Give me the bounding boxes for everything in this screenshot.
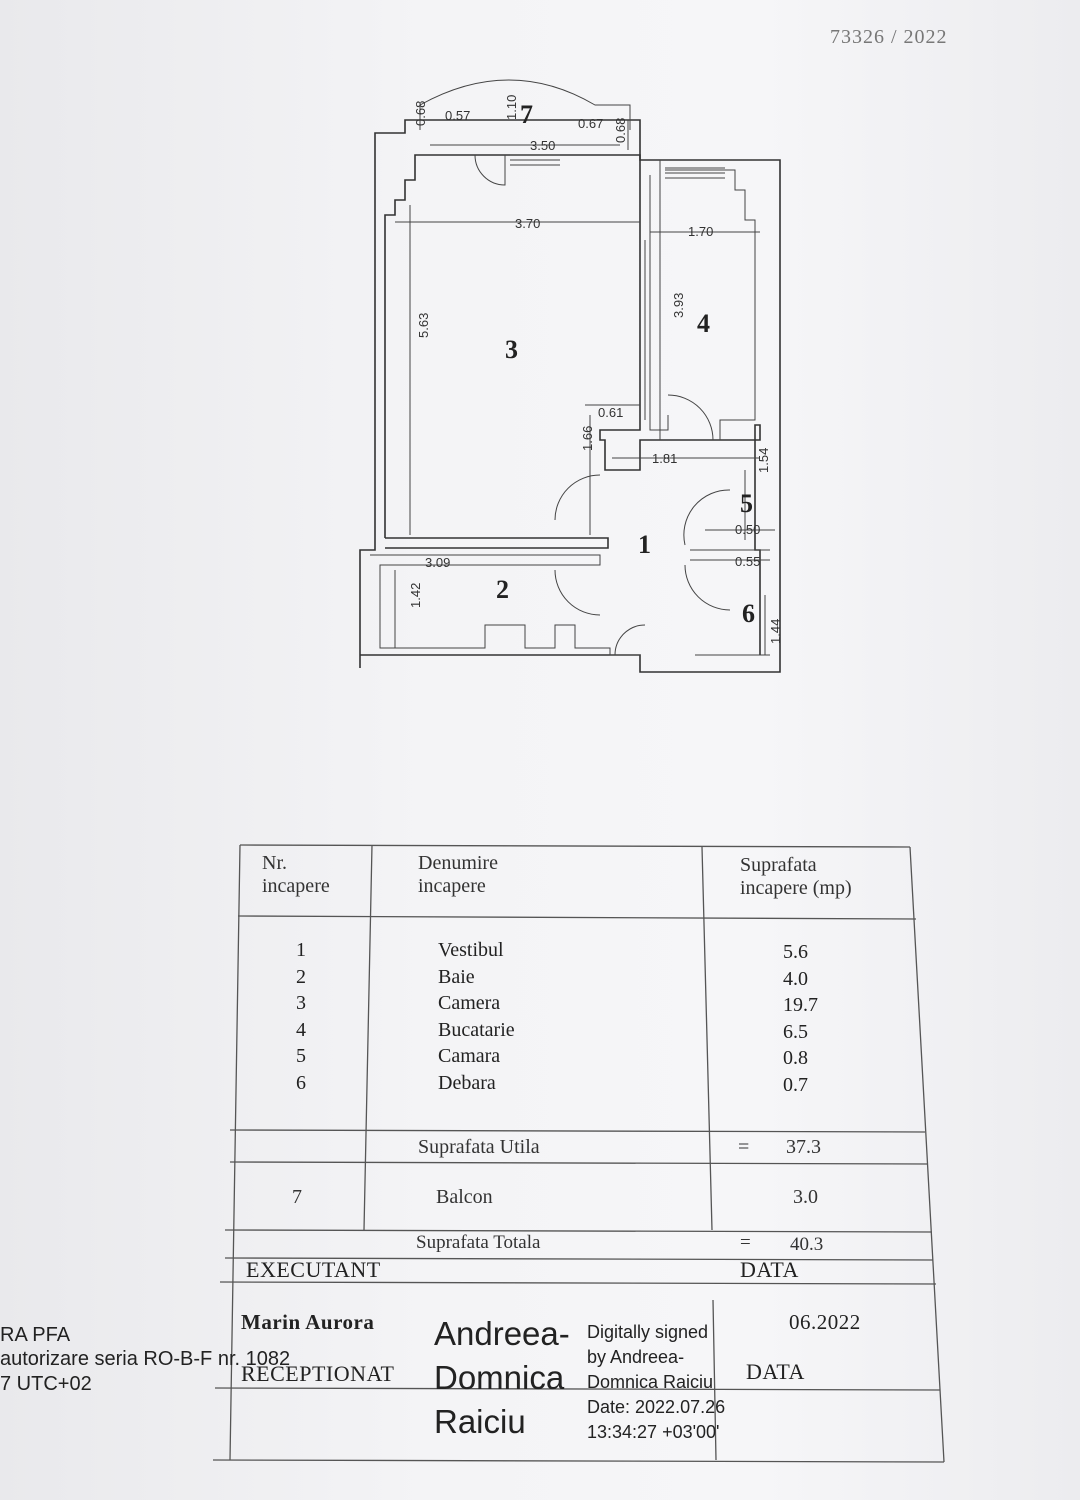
useful-area-label: Suprafata Utila [418,1136,540,1158]
dimension-label: 1.66 [580,425,595,451]
dimension-label: 0.50 [735,522,761,537]
row-name: Bucatarie [438,1018,515,1041]
room-number: 2 [496,575,509,604]
dimension-label: 3.09 [425,555,451,570]
room-number: 7 [520,100,533,129]
left-fragment-2: autorizare seria RO-B-F nr. 1082 [0,1348,291,1370]
row-area: 4.0 [783,967,808,990]
dimension-label: 1.70 [688,224,714,239]
dimension-label: 1.42 [408,582,423,608]
total-area-label: Suprafata Totala [416,1232,541,1253]
row-name: Camera [438,992,501,1014]
room-number: 6 [742,599,755,628]
room-number: 4 [697,309,710,338]
balcony-name: Balcon [436,1186,493,1208]
executant-label: EXECUTANT [246,1257,381,1282]
header-area: Suprafata incapere (mp) [740,854,852,899]
row-name: Debara [438,1071,496,1094]
left-fragment-3: 7 UTC+02 [0,1373,92,1395]
header-name: Denumire incapere [418,852,498,897]
dimension-label: 3.50 [530,138,556,153]
row-area: 5.6 [783,941,808,963]
row-area: 6.5 [783,1020,808,1043]
balcony-nr: 7 [292,1186,302,1208]
total-area-eq: = [740,1232,751,1253]
room-number: 5 [740,489,753,518]
signature-details: Digitally signed by Andreea- Domnica Raiciu Date: 2022.07.26 13:34:27 +03'00' [587,1322,726,1442]
dimension-label: 3.93 [671,292,686,318]
row-nr: 1 [296,939,306,961]
rows-name [438,937,515,1096]
row-nr: 2 [296,965,306,988]
executant-name: Marin Aurora [241,1310,375,1334]
total-area-value: 40.3 [790,1234,824,1255]
date-label-2: DATA [746,1359,805,1384]
header-nr: Nr. incapere [262,852,330,897]
room-number: 1 [638,530,651,559]
document-number: 73326 / 2022 [830,26,948,48]
left-fragment-1: RA PFA [0,1324,71,1346]
row-name: Vestibul [438,939,504,961]
dimension-label: 0.67 [578,116,604,131]
dimension-label: 0.61 [598,405,624,420]
row-nr: 3 [296,992,306,1014]
dimension-label: 1.44 [768,618,783,644]
dimension-label: 1.54 [756,447,771,473]
balcony-area: 3.0 [793,1186,818,1208]
rows-area [783,939,818,1098]
date-label: DATA [740,1257,799,1282]
dimension-label: 0.68 [613,117,628,143]
executant-date: 06.2022 [789,1310,861,1334]
dimension-label: 5.63 [416,312,431,338]
receptionat-label: RECEPTIONAT [241,1361,395,1386]
dimension-label: 0.55 [735,554,761,569]
dimension-label: 3.70 [515,216,541,231]
row-area: 19.7 [783,994,818,1016]
room-number: 3 [505,335,518,364]
row-area: 0.7 [783,1073,808,1096]
dimension-label: 1.81 [652,451,678,466]
signature-name: Andreea- Domnica Raiciu [434,1315,570,1440]
row-nr: 6 [296,1071,306,1094]
row-area: 0.8 [783,1047,808,1069]
row-nr: 4 [296,1018,306,1041]
dimension-label: 0.68 [413,100,428,126]
row-nr: 5 [296,1045,306,1067]
rows-nr [296,937,306,1096]
row-name: Camara [438,1045,501,1067]
useful-area-value: 37.3 [786,1136,821,1158]
useful-area-eq: = [738,1136,750,1158]
row-name: Baie [438,965,475,988]
dimension-label: 0.57 [445,108,471,123]
dimension-label: 1.10 [504,94,519,120]
